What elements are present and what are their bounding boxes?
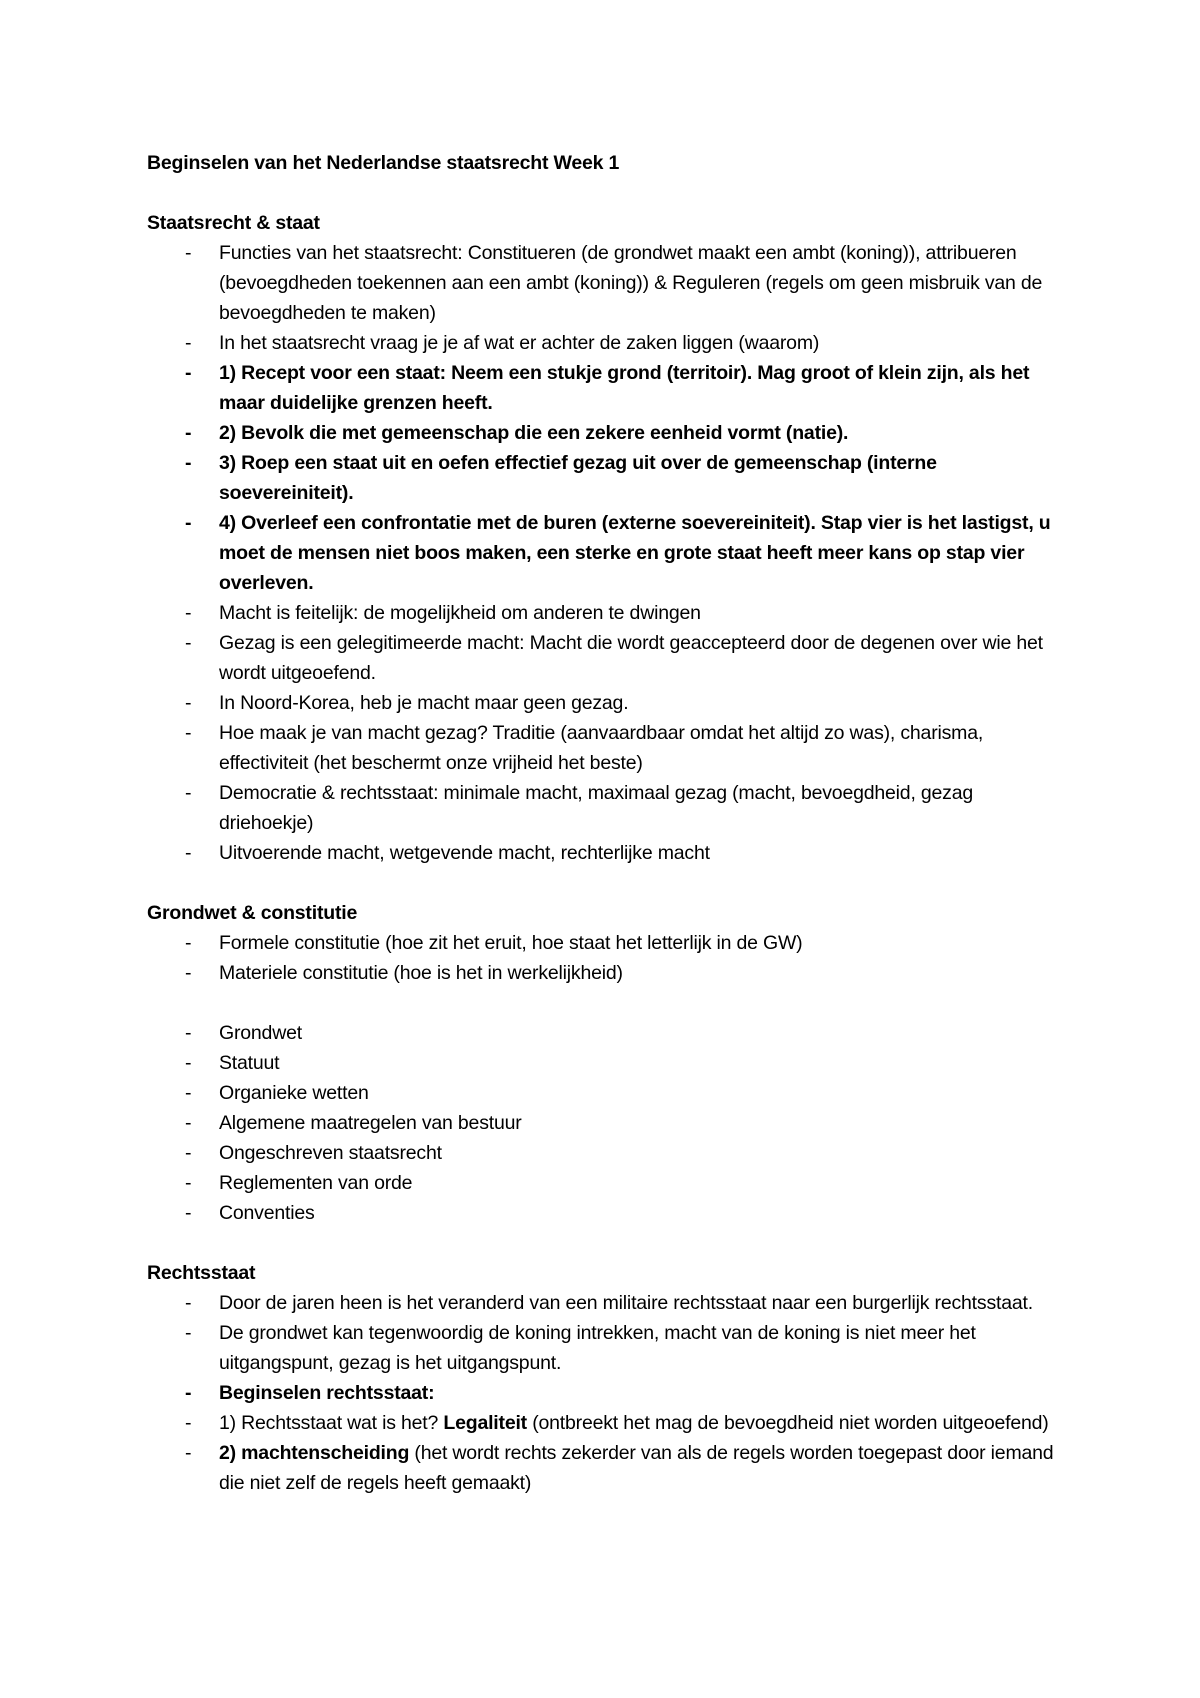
list-item-text: Materiele constitutie (hoe is het in werkelijkheid) [219,962,623,984]
list-item [147,1438,1067,1498]
bullet-dash: - [185,1382,192,1404]
list-item-strong: machtenscheiding [241,1442,410,1464]
bullet-dash: - [185,842,192,864]
list-item [147,1108,1067,1138]
bullet-dash: - [185,692,192,714]
bullet-dash: - [185,332,192,354]
list-item-text: In het staatsrecht vraag je je af wat er achter de zaken liggen (waarom) [219,332,820,354]
list-item [147,1408,1067,1438]
bullet-list [147,238,1067,868]
bullet-list [147,1288,1067,1498]
list-item-text: 2) Bevolk die met gemeenschap die een zekere eenheid vormt (natie). [219,422,849,444]
list-item-strong: Legaliteit [443,1412,527,1434]
blank-line [147,868,1067,898]
blank-line [147,988,1067,1018]
list-item [147,1048,1067,1078]
list-item-text: Statuut [219,1052,280,1074]
bullet-dash: - [185,962,192,984]
list-item-prefix: 2) [219,1442,242,1464]
bullet-dash: - [185,722,192,744]
blank-line [147,1228,1067,1258]
list-item-text: Macht is feitelijk: de mogelijkheid om anderen te dwingen [219,602,701,624]
section-heading: Staatsrecht & staat [147,212,320,234]
list-item [147,1198,1067,1228]
bullet-dash: - [185,1172,192,1194]
bullet-dash: - [185,1022,192,1044]
document-title: Beginselen van het Nederlandse staatsrecht Week 1 [147,152,620,174]
bullet-dash: - [185,1442,192,1464]
list-item [147,1018,1067,1048]
bullet-dash: - [185,782,192,804]
list-item [147,1378,1067,1408]
list-item-text: 4) Overleef een confrontatie met de buren (externe soevereiniteit). Stap vier is het lastigst, u moet de mensen niet boos maken, een sterke en grote staat heeft meer kans op stap vier overleven. [219,512,1051,594]
list-item [147,358,1067,418]
bullet-dash: - [185,932,192,954]
bullet-dash: - [185,1052,192,1074]
section-heading: Grondwet & constitutie [147,902,358,924]
section-heading: Rechtsstaat [147,1262,256,1284]
list-item [147,508,1067,598]
list-item-text: Hoe maak je van macht gezag? Traditie (aanvaardbaar omdat het altijd zo was), charisma, effectiviteit (het beschermt onze vrijheid het beste) [219,722,984,774]
bullet-dash: - [185,1142,192,1164]
bullet-dash: - [185,1322,192,1344]
bullet-list [147,928,1067,988]
list-item-text: Organieke wetten [219,1082,369,1104]
list-item [147,628,1067,688]
bullet-dash: - [185,602,192,624]
bullet-dash: - [185,452,192,474]
bullet-dash: - [185,1082,192,1104]
bullet-dash: - [185,362,192,384]
bullet-dash: - [185,242,192,264]
list-item-text: Algemene maatregelen van bestuur [219,1112,522,1134]
list-item-suffix: (ontbreekt het mag de bevoegdheid niet worden uitgeoefend) [526,1412,1049,1434]
bullet-dash: - [185,1202,192,1224]
bullet-dash: - [185,512,192,534]
list-item-text: Gezag is een gelegitimeerde macht: Macht die wordt geaccepteerd door de degenen over wie het wordt uitgeoefend. [219,632,1043,684]
list-item [147,688,1067,718]
document-content [147,148,1067,1498]
list-item [147,1078,1067,1108]
list-item-text: Uitvoerende macht, wetgevende macht, rechterlijke macht [219,842,710,864]
list-item-text: In Noord-Korea, heb je macht maar geen gezag. [219,692,629,714]
list-item [147,1138,1067,1168]
list-item-text: Functies van het staatsrecht: Constitueren (de grondwet maakt een ambt (koning)), attribueren (bevoegdheden toekennen aan een ambt (koning)) & Reguleren (regels om geen misbruik van de bevoegdheden te maken) [219,242,1043,324]
list-item [147,838,1067,868]
list-item [147,1168,1067,1198]
list-item [147,778,1067,838]
bullet-dash: - [185,1412,192,1434]
list-item-text: 1) Recept voor een staat: Neem een stukje grond (territoir). Mag groot of klein zijn, als het maar duidelijke grenzen heeft. [219,362,1030,414]
list-item [147,1288,1067,1318]
list-item-text: De grondwet kan tegenwoordig de koning intrekken, macht van de koning is niet meer het uitgangspunt, gezag is het uitgangspunt. [219,1322,976,1374]
list-item-text: Democratie & rechtsstaat: minimale macht, maximaal gezag (macht, bevoegdheid, gezag driehoekje) [219,782,974,834]
list-item-text: Beginselen rechtsstaat: [219,1382,435,1404]
list-item [147,328,1067,358]
list-item [147,238,1067,328]
bullet-dash: - [185,1112,192,1134]
list-item-text: Grondwet [219,1022,302,1044]
list-item-text: Ongeschreven staatsrecht [219,1142,442,1164]
list-item-text: Conventies [219,1202,315,1224]
list-item [147,448,1067,508]
list-item-text: Door de jaren heen is het veranderd van een militaire rechtsstaat naar een burgerlijk rechtsstaat. [219,1292,1033,1314]
bullet-dash: - [185,1292,192,1314]
list-item [147,718,1067,778]
list-item [147,598,1067,628]
bullet-dash: - [185,632,192,654]
list-item [147,958,1067,988]
list-item-suffix: (het wordt rechts zekerder van als de regels worden toegepast door iemand die niet zelf de regels heeft gemaakt) [219,1442,1054,1494]
list-item [147,418,1067,448]
list-item-text: Formele constitutie (hoe zit het eruit, hoe staat het letterlijk in de GW) [219,932,803,954]
bullet-dash: - [185,422,192,444]
list-item [147,1318,1067,1378]
bullet-list [147,1018,1067,1228]
list-item-text: Reglementen van orde [219,1172,413,1194]
blank-line [147,178,1067,208]
list-item-text: 3) Roep een staat uit en oefen effectief gezag uit over de gemeenschap (interne soevereiniteit). [219,452,937,504]
list-item-prefix: 1) Rechtsstaat wat is het? [219,1412,444,1434]
list-item [147,928,1067,958]
